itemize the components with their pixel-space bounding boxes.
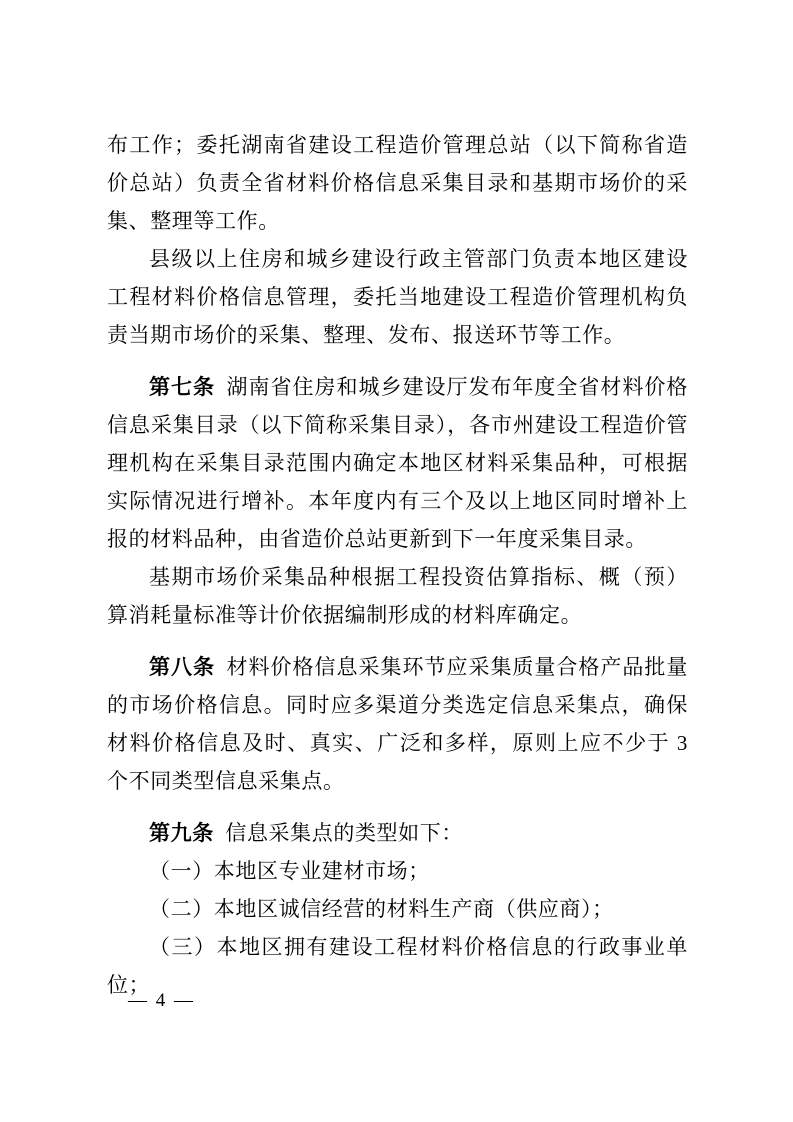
paragraph-text: 基期市场价采集品种根据工程投资估算指标、概（预）算消耗量标准等计价依据编制形成的材料库确定。 [107,565,688,627]
list-item-2 [107,890,688,928]
article-8-number: 第八条 [149,655,215,679]
paragraph-article-9 [107,814,688,852]
paragraph-text: 布工作；委托湖南省建设工程造价管理总站（以下简称省造价总站）负责全省材料价格信息采集目录和基期市场价的采集、整理等工作。 [107,133,688,233]
paragraph-continuation [107,126,688,240]
paragraph-text: （二）本地区诚信经营的材料生产商（供应商）； [149,897,614,921]
paragraph-article-7 [107,368,688,558]
paragraph-county-level [107,240,688,354]
paragraph-text: 材料价格信息采集环节应采集质量合格产品批量的市场价格信息。同时应多渠道分类选定信息采集点，确保材料价格信息及时、真实、广泛和多样，原则上应不少于 3 个不同类型信息采集点。 [107,655,688,793]
paragraph-article-8 [107,648,688,800]
page-number: — 4 — [128,990,195,1011]
paragraph-text: 湖南省住房和城乡建设厅发布年度全省材料价格信息采集目录（以下简称采集目录），各市州建设工程造价管理机构在采集目录范围内确定本地区材料采集品种，可根据实际情况进行增补。本年度内有三个及以上地区同时增补上报的材料品种，由省造价总站更新到下一年度采集目录。 [107,375,688,551]
article-9-number: 第九条 [149,821,214,845]
list-item-1 [107,852,688,890]
paragraph-base-price [107,558,688,634]
document-body [107,126,688,1004]
paragraph-text: 县级以上住房和城乡建设行政主管部门负责本地区建设工程材料价格信息管理，委托当地建设工程造价管理机构负责当期市场价的采集、整理、发布、报送环节等工作。 [107,247,688,347]
paragraph-text: （一）本地区专业建材市场； [149,859,430,883]
paragraph-text: 信息采集点的类型如下： [225,821,463,845]
article-7-number: 第七条 [149,375,215,399]
paragraph-text: （三）本地区拥有建设工程材料价格信息的行政事业单位； [107,935,688,997]
